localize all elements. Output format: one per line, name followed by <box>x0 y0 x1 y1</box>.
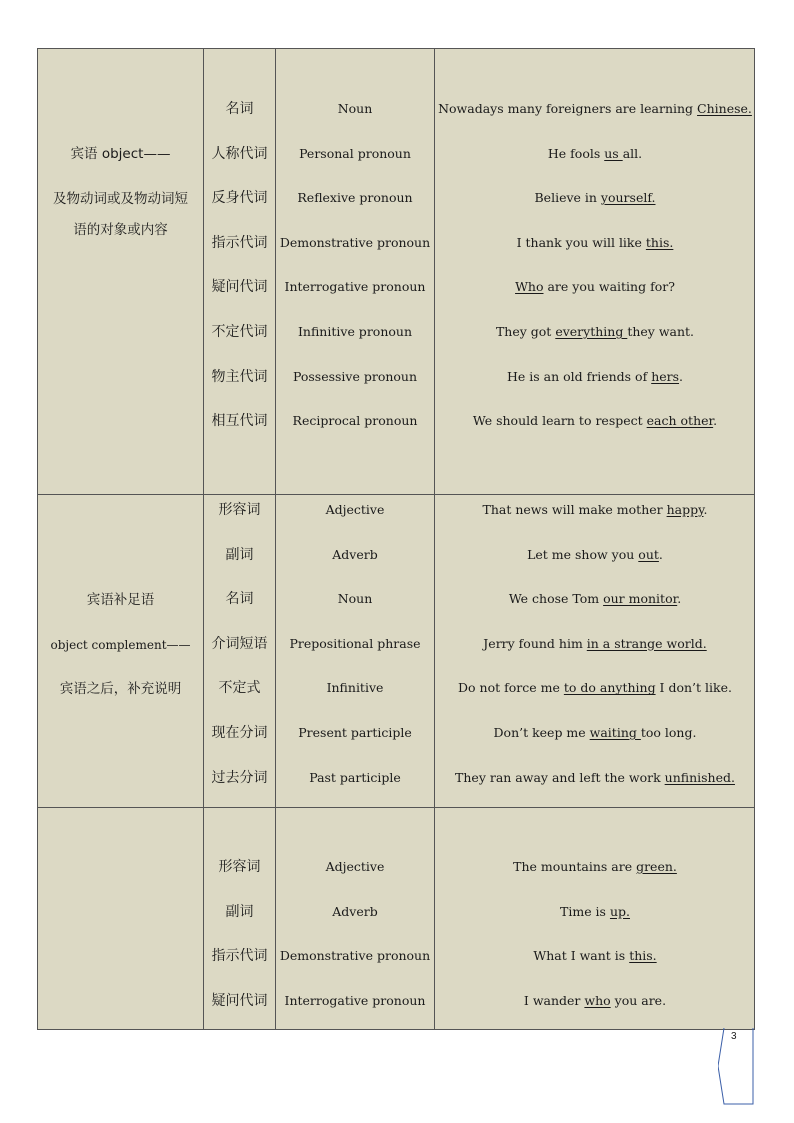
english-term: Demonstrative pronoun <box>279 948 431 964</box>
example-underlined: waiting <box>589 725 641 740</box>
english-term: Adjective <box>325 859 385 874</box>
example-underlined: out <box>638 546 659 562</box>
example-underlined: Chinese. <box>697 101 752 116</box>
english-term: Adjective <box>325 502 385 517</box>
example-underlined: this. <box>645 234 674 250</box>
chinese-term: 反身代词 <box>211 190 268 207</box>
example-underlined: us <box>604 145 623 161</box>
example-sentence <box>435 904 755 920</box>
chinese-term: 现在分词 <box>211 725 268 741</box>
grammar-table <box>37 48 755 1030</box>
example-underlined: each other <box>646 413 714 429</box>
example-text: Believe in <box>534 190 601 206</box>
example-underlined: yourself. <box>600 190 656 206</box>
chinese-term: 不定式 <box>218 680 261 697</box>
english-term: Infinitive <box>326 680 384 696</box>
chinese-term: 过去分词 <box>211 769 268 786</box>
example-underlined: to do anything <box>563 680 656 696</box>
section2-label-line1: 宾语补足语 <box>86 592 155 608</box>
section1-label-line2: 及物动词或及物动词短 <box>53 191 188 207</box>
section1-label-line1: 宾语 object—— <box>70 146 171 162</box>
example-text: I thank you will like <box>516 234 646 250</box>
section-divider <box>38 494 754 495</box>
example-sentence <box>435 101 755 117</box>
example-underlined: unfinished. <box>664 769 735 785</box>
example-text: The mountains are <box>513 859 637 874</box>
example-text: I don’t like. <box>655 680 732 696</box>
example-underlined: green. <box>636 859 677 874</box>
example-text: He is an old friends of <box>506 368 652 384</box>
example-text: Do not force me <box>458 680 564 696</box>
english-term: Adverb <box>332 546 378 562</box>
english-term: Prepositional phrase <box>289 635 421 651</box>
chinese-term: 形容词 <box>218 502 261 518</box>
chinese-term: 介词短语 <box>211 635 268 652</box>
english-term: Interrogative pronoun <box>284 992 426 1008</box>
example-text: you are. <box>610 992 667 1008</box>
example-sentence <box>435 859 755 875</box>
example-underlined: who <box>584 992 611 1008</box>
chinese-term: 名词 <box>225 101 254 117</box>
section-divider <box>38 807 754 808</box>
example-text: . <box>658 546 663 562</box>
chinese-term: 指示代词 <box>211 948 268 965</box>
page-number-tab <box>718 1028 756 1106</box>
example-underlined: happy <box>666 502 704 517</box>
example-sentence <box>435 680 755 696</box>
example-sentence <box>435 948 755 964</box>
example-underlined: our monitor <box>603 591 678 607</box>
example-text: We chose Tom <box>508 591 604 607</box>
example-sentence <box>435 146 755 162</box>
english-term: Reciprocal pronoun <box>292 413 418 429</box>
example-text: We should learn to respect <box>472 413 647 429</box>
english-term: Demonstrative pronoun <box>279 234 431 250</box>
example-sentence <box>435 725 755 741</box>
example-text: . <box>703 502 708 517</box>
example-text: they want. <box>627 324 695 339</box>
example-text: Jerry found him <box>483 635 587 651</box>
example-sentence <box>435 324 755 340</box>
section2-label-line2: object complement—— <box>50 638 191 652</box>
english-term: Infinitive pronoun <box>297 324 412 339</box>
example-text: Nowadays many foreigners are learning <box>438 101 698 116</box>
example-sentence <box>435 547 755 563</box>
english-term: Adverb <box>332 903 378 919</box>
chinese-term: 相互代词 <box>211 413 268 430</box>
chinese-term: 物主代词 <box>211 368 268 385</box>
example-sentence <box>435 770 755 786</box>
english-term: Past participle <box>309 769 401 785</box>
chinese-term: 副词 <box>225 903 254 920</box>
example-sentence <box>435 235 755 251</box>
example-sentence <box>435 993 755 1009</box>
english-term: Noun <box>337 101 373 116</box>
example-text: . <box>677 591 682 607</box>
example-text: Let me show you <box>527 546 639 562</box>
example-text: . <box>713 413 718 429</box>
chinese-term: 名词 <box>225 591 254 608</box>
english-term: Interrogative pronoun <box>284 279 426 295</box>
example-underlined: in a strange world. <box>586 635 707 651</box>
english-term: Possessive pronoun <box>292 368 418 384</box>
chinese-term: 疑问代词 <box>211 992 268 1009</box>
example-sentence <box>435 369 755 385</box>
english-term: Reflexive pronoun <box>297 190 413 206</box>
example-text: all. <box>622 145 643 161</box>
example-underlined: hers <box>651 368 680 384</box>
section1-label-line3: 语的对象或内容 <box>73 222 168 238</box>
example-underlined: this. <box>629 948 657 964</box>
example-text: . <box>679 368 684 384</box>
example-text: Time is <box>560 903 610 919</box>
example-text: What I want is <box>533 948 630 964</box>
english-term: Present participle <box>298 725 412 740</box>
example-text: are you waiting for? <box>543 279 675 295</box>
chinese-term: 指示代词 <box>211 234 268 251</box>
example-sentence <box>435 591 755 607</box>
chinese-term: 副词 <box>225 546 254 563</box>
example-text: I wander <box>523 992 585 1008</box>
example-sentence <box>435 502 755 518</box>
example-text: too long. <box>640 725 697 740</box>
example-text: They ran away and left the work <box>455 769 665 785</box>
example-sentence <box>435 190 755 206</box>
example-underlined: everything <box>555 324 628 339</box>
page-number: 3 <box>731 1031 737 1042</box>
example-text: He fools <box>547 145 605 161</box>
english-term: Personal pronoun <box>299 145 411 161</box>
chinese-term: 人称代词 <box>211 145 268 162</box>
example-underlined: Who <box>515 279 544 295</box>
section2-label-line3: 宾语之后，补充说明 <box>59 681 182 697</box>
example-text: Don’t keep me <box>493 725 590 740</box>
example-text: That news will make mother <box>482 502 667 517</box>
example-underlined: up. <box>609 903 630 919</box>
example-sentence <box>435 636 755 652</box>
chinese-term: 形容词 <box>218 859 261 875</box>
chinese-term: 疑问代词 <box>211 279 268 296</box>
chinese-term: 不定代词 <box>211 324 268 340</box>
english-term: Noun <box>337 591 373 607</box>
example-sentence <box>435 413 755 429</box>
example-text: They got <box>495 324 556 339</box>
example-sentence <box>435 279 755 295</box>
